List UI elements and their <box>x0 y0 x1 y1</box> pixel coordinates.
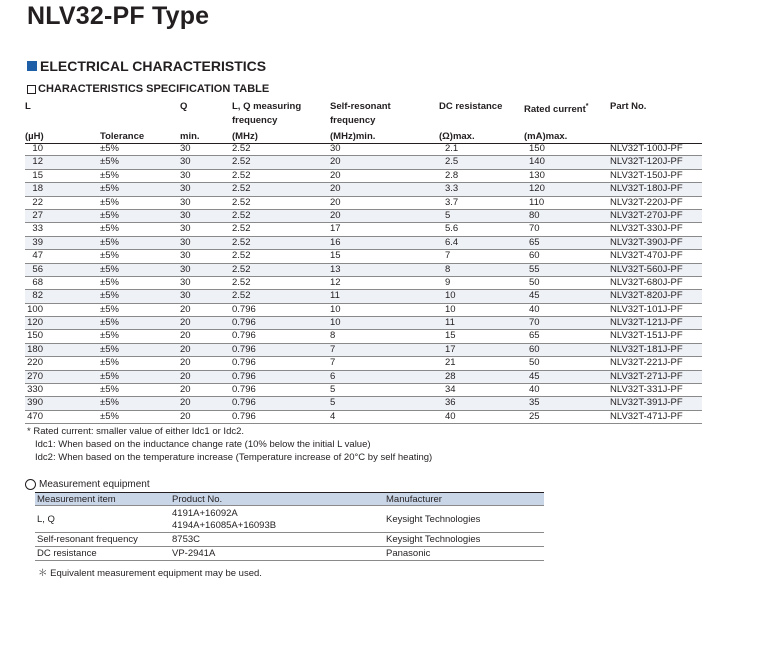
cell-q-min: 20 <box>180 317 191 329</box>
table-row <box>25 170 702 183</box>
cell-tolerance: ±5% <box>100 143 119 154</box>
equipment-product: 4194A+16085A+16093B <box>172 520 277 531</box>
cell-self-resonant-frequency: 12 <box>330 276 341 288</box>
header-dc-unit: (Ω)max. <box>439 131 475 142</box>
cell-self-resonant-frequency: 8 <box>330 330 336 342</box>
cell-self-resonant-frequency: 15 <box>330 250 341 262</box>
cell-self-resonant-frequency: 4 <box>330 410 336 422</box>
cell-rated-current: 40 <box>529 384 540 396</box>
cell-self-resonant-frequency: 16 <box>330 236 341 248</box>
page-title: NLV32-PF Type <box>27 2 210 30</box>
cell-dc-resistance: 10 <box>445 303 456 315</box>
cell-q-min: 30 <box>180 250 191 262</box>
cell-self-resonant-frequency: 13 <box>330 263 341 275</box>
cell-self-resonant-frequency: 20 <box>330 196 341 208</box>
equipment-header-manufacturer: Manufacturer <box>386 494 442 505</box>
header-rc-unit: (mA)max. <box>524 131 568 142</box>
cell-tolerance: ±5% <box>100 156 119 168</box>
equipment-header-product: Product No. <box>172 494 223 505</box>
cell-part-no: NLV32T-471J-PF <box>610 410 683 422</box>
equipment-row-srf <box>35 533 544 547</box>
cell-q-min: 20 <box>180 303 191 315</box>
header-rc-mark: * <box>585 103 589 110</box>
header-sr-2: frequency <box>330 115 376 126</box>
square-bullet-icon <box>27 61 37 71</box>
section-heading-text: ELECTRICAL CHARACTERISTICS <box>40 58 267 74</box>
cell-inductance: 390 <box>27 397 43 409</box>
cell-inductance: 12 <box>32 156 43 168</box>
equipment-table-header <box>35 492 544 506</box>
cell-part-no: NLV32T-151J-PF <box>610 330 683 342</box>
cell-dc-resistance: 3.7 <box>445 196 459 208</box>
cell-tolerance: ±5% <box>100 397 119 409</box>
note-idc2: Idc2: When based on the temperature increase (Temperature increase of 20°C by self heating) <box>35 452 433 463</box>
table-row <box>25 411 702 424</box>
equipment-row-lq <box>35 506 544 533</box>
cell-tolerance: ±5% <box>100 330 119 342</box>
table-row <box>25 223 702 236</box>
cell-q-min: 20 <box>180 410 191 422</box>
subsection-heading <box>27 83 269 95</box>
cell-measuring-frequency: 2.52 <box>232 209 251 221</box>
cell-inductance: 15 <box>32 169 43 181</box>
cell-q-min: 30 <box>180 223 191 235</box>
header-rc <box>524 100 589 116</box>
cell-dc-resistance: 28 <box>445 370 456 382</box>
cell-q-min: 30 <box>180 290 191 302</box>
table-row <box>25 344 702 357</box>
cell-part-no: NLV32T-180J-PF <box>610 183 683 195</box>
table-row <box>25 277 702 290</box>
cell-q-min: 30 <box>180 209 191 221</box>
equipment-header-item: Measurement item <box>37 494 116 505</box>
cell-part-no: NLV32T-101J-PF <box>610 303 683 315</box>
cell-rated-current: 35 <box>529 397 540 409</box>
table-row <box>25 197 702 210</box>
table-row <box>25 156 702 169</box>
cell-dc-resistance: 2.5 <box>445 156 459 168</box>
cell-self-resonant-frequency: 10 <box>330 303 341 315</box>
cell-measuring-frequency: 0.796 <box>232 410 256 422</box>
cell-rated-current: 65 <box>529 330 540 342</box>
cell-rated-current: 60 <box>529 250 540 262</box>
spec-table-body <box>25 143 702 424</box>
cell-measuring-frequency: 2.52 <box>232 236 251 248</box>
note-rated-current: * Rated current: smaller value of either Idc1 or Idc2. <box>27 426 245 437</box>
cell-q-min: 20 <box>180 370 191 382</box>
cell-part-no: NLV32T-680J-PF <box>610 276 683 288</box>
open-square-bullet-icon <box>27 85 36 94</box>
cell-dc-resistance: 15 <box>445 330 456 342</box>
cell-self-resonant-frequency: 20 <box>330 183 341 195</box>
cell-rated-current: 70 <box>529 317 540 329</box>
cell-self-resonant-frequency: 20 <box>330 169 341 181</box>
cell-tolerance: ±5% <box>100 410 119 422</box>
table-row <box>25 330 702 343</box>
cell-rated-current: 45 <box>529 290 540 302</box>
table-row <box>25 210 702 223</box>
cell-tolerance: ±5% <box>100 209 119 221</box>
cell-self-resonant-frequency: 5 <box>330 384 336 396</box>
cell-measuring-frequency: 0.796 <box>232 370 256 382</box>
cell-measuring-frequency: 0.796 <box>232 357 256 369</box>
cell-tolerance: ±5% <box>100 236 119 248</box>
cell-dc-resistance: 5.6 <box>445 223 459 235</box>
cell-measuring-frequency: 0.796 <box>232 343 256 355</box>
cell-inductance: 100 <box>27 303 43 315</box>
cell-measuring-frequency: 0.796 <box>232 303 256 315</box>
cell-q-min: 20 <box>180 343 191 355</box>
cell-part-no: NLV32T-820J-PF <box>610 290 683 302</box>
header-rc-text: Rated current <box>524 104 586 116</box>
cell-measuring-frequency: 2.52 <box>232 290 251 302</box>
cell-q-min: 30 <box>180 263 191 275</box>
cell-rated-current: 50 <box>529 357 540 369</box>
cell-part-no: NLV32T-181J-PF <box>610 343 683 355</box>
table-row <box>25 290 702 303</box>
cell-dc-resistance: 6.4 <box>445 236 459 248</box>
cell-inductance: 82 <box>32 290 43 302</box>
cell-inductance: 150 <box>27 330 43 342</box>
cell-dc-resistance: 34 <box>445 384 456 396</box>
cell-rated-current: 45 <box>529 370 540 382</box>
table-row <box>25 250 702 263</box>
cell-rated-current: 70 <box>529 223 540 235</box>
cell-dc-resistance: 5 <box>445 209 451 221</box>
cell-dc-resistance: 10 <box>445 290 456 302</box>
header-sr-unit: (MHz)min. <box>330 131 376 142</box>
circle-bullet-icon <box>25 479 36 490</box>
cell-part-no: NLV32T-120J-PF <box>610 156 683 168</box>
cell-q-min: 30 <box>180 183 191 195</box>
cell-rated-current: 80 <box>529 209 540 221</box>
cell-part-no: NLV32T-560J-PF <box>610 263 683 275</box>
note-idc1: Idc1: When based on the inductance change rate (10% below the initial L value) <box>35 439 371 450</box>
cell-self-resonant-frequency: 6 <box>330 370 336 382</box>
cell-measuring-frequency: 2.52 <box>232 263 251 275</box>
cell-inductance: 120 <box>27 317 43 329</box>
subsection-heading-text: CHARACTERISTICS SPECIFICATION TABLE <box>38 83 270 95</box>
cell-tolerance: ±5% <box>100 196 119 208</box>
cell-part-no: NLV32T-270J-PF <box>610 209 683 221</box>
equipment-manufacturer: Keysight Technologies <box>386 534 481 545</box>
cell-tolerance: ±5% <box>100 317 119 329</box>
header-sr-1: Self-resonant <box>330 101 391 112</box>
table-row <box>25 357 702 370</box>
cell-inductance: 22 <box>32 196 43 208</box>
cell-q-min: 20 <box>180 384 191 396</box>
table-row <box>25 304 702 317</box>
cell-rated-current: 150 <box>529 143 545 154</box>
header-q-min: min. <box>180 131 200 142</box>
cell-measuring-frequency: 0.796 <box>232 384 256 396</box>
cell-q-min: 20 <box>180 397 191 409</box>
header-freq-unit: (MHz) <box>232 131 258 142</box>
cell-q-min: 30 <box>180 143 191 154</box>
cell-dc-resistance: 8 <box>445 263 451 275</box>
cell-self-resonant-frequency: 7 <box>330 357 336 369</box>
cell-self-resonant-frequency: 17 <box>330 223 341 235</box>
table-header <box>25 100 702 144</box>
cell-self-resonant-frequency: 5 <box>330 397 336 409</box>
cell-self-resonant-frequency: 7 <box>330 343 336 355</box>
cell-measuring-frequency: 2.52 <box>232 183 251 195</box>
cell-rated-current: 120 <box>529 183 545 195</box>
equipment-table <box>35 492 544 561</box>
cell-part-no: NLV32T-221J-PF <box>610 357 683 369</box>
cell-dc-resistance: 21 <box>445 357 456 369</box>
cell-measuring-frequency: 0.796 <box>232 330 256 342</box>
header-tolerance: Tolerance <box>100 131 145 142</box>
table-row <box>25 264 702 277</box>
cell-rated-current: 50 <box>529 276 540 288</box>
equipment-product: 4191A+16092A <box>172 508 238 519</box>
cell-rated-current: 40 <box>529 303 540 315</box>
cell-dc-resistance: 9 <box>445 276 451 288</box>
equipment-note: ＊ Equivalent measurement equipment may be used. <box>38 568 262 579</box>
cell-inductance: 270 <box>27 370 43 382</box>
cell-inductance: 18 <box>32 183 43 195</box>
cell-rated-current: 55 <box>529 263 540 275</box>
header-freq-1: L, Q measuring <box>232 101 302 112</box>
cell-measuring-frequency: 2.52 <box>232 196 251 208</box>
cell-rated-current: 25 <box>529 410 540 422</box>
equipment-product: VP-2941A <box>172 548 216 559</box>
cell-measuring-frequency: 2.52 <box>232 156 251 168</box>
cell-measuring-frequency: 2.52 <box>232 169 251 181</box>
cell-rated-current: 130 <box>529 169 545 181</box>
cell-self-resonant-frequency: 30 <box>330 143 341 154</box>
cell-dc-resistance: 36 <box>445 397 456 409</box>
cell-part-no: NLV32T-391J-PF <box>610 397 683 409</box>
header-dc: DC resistance <box>439 101 503 112</box>
cell-q-min: 30 <box>180 276 191 288</box>
cell-rated-current: 60 <box>529 343 540 355</box>
cell-part-no: NLV32T-100J-PF <box>610 143 683 154</box>
cell-part-no: NLV32T-390J-PF <box>610 236 683 248</box>
cell-tolerance: ±5% <box>100 263 119 275</box>
cell-measuring-frequency: 0.796 <box>232 317 256 329</box>
cell-dc-resistance: 7 <box>445 250 451 262</box>
cell-dc-resistance: 3.3 <box>445 183 459 195</box>
section-heading <box>27 58 266 74</box>
cell-dc-resistance: 40 <box>445 410 456 422</box>
header-freq-2: frequency <box>232 115 278 126</box>
cell-rated-current: 140 <box>529 156 545 168</box>
cell-part-no: NLV32T-121J-PF <box>610 317 683 329</box>
cell-part-no: NLV32T-220J-PF <box>610 196 683 208</box>
cell-tolerance: ±5% <box>100 357 119 369</box>
cell-part-no: NLV32T-150J-PF <box>610 169 683 181</box>
cell-tolerance: ±5% <box>100 223 119 235</box>
cell-inductance: 220 <box>27 357 43 369</box>
cell-q-min: 30 <box>180 236 191 248</box>
cell-dc-resistance: 17 <box>445 343 456 355</box>
cell-tolerance: ±5% <box>100 183 119 195</box>
cell-tolerance: ±5% <box>100 169 119 181</box>
cell-q-min: 30 <box>180 156 191 168</box>
cell-q-min: 20 <box>180 357 191 369</box>
cell-dc-resistance: 11 <box>445 317 455 329</box>
equipment-heading-text: Measurement equipment <box>39 479 150 490</box>
cell-self-resonant-frequency: 20 <box>330 156 341 168</box>
cell-inductance: 68 <box>32 276 43 288</box>
cell-part-no: NLV32T-331J-PF <box>610 384 683 396</box>
cell-q-min: 30 <box>180 169 191 181</box>
cell-part-no: NLV32T-271J-PF <box>610 370 683 382</box>
cell-measuring-frequency: 2.52 <box>232 276 251 288</box>
equipment-item: L, Q <box>37 514 55 525</box>
cell-tolerance: ±5% <box>100 290 119 302</box>
cell-self-resonant-frequency: 10 <box>330 317 341 329</box>
equipment-item: DC resistance <box>37 548 97 559</box>
cell-inductance: 330 <box>27 384 43 396</box>
cell-rated-current: 110 <box>529 196 545 208</box>
table-row <box>25 397 702 410</box>
equipment-row-dcr <box>35 547 544 561</box>
cell-dc-resistance: 2.1 <box>445 143 459 154</box>
equipment-manufacturer: Panasonic <box>386 548 431 559</box>
header-q: Q <box>180 101 188 112</box>
equipment-heading <box>25 479 150 490</box>
cell-q-min: 30 <box>180 196 191 208</box>
cell-inductance: 56 <box>32 263 43 275</box>
cell-inductance: 180 <box>27 343 43 355</box>
cell-tolerance: ±5% <box>100 370 119 382</box>
cell-measuring-frequency: 2.52 <box>232 143 251 154</box>
header-l: L <box>25 101 31 112</box>
cell-rated-current: 65 <box>529 236 540 248</box>
cell-inductance: 33 <box>32 223 43 235</box>
equipment-item: Self-resonant frequency <box>37 534 138 545</box>
cell-self-resonant-frequency: 11 <box>330 290 340 302</box>
cell-dc-resistance: 2.8 <box>445 169 459 181</box>
cell-tolerance: ±5% <box>100 276 119 288</box>
cell-tolerance: ±5% <box>100 303 119 315</box>
cell-measuring-frequency: 2.52 <box>232 250 251 262</box>
equipment-manufacturer: Keysight Technologies <box>386 514 481 525</box>
cell-tolerance: ±5% <box>100 384 119 396</box>
header-l-unit: (µH) <box>25 131 44 142</box>
table-row <box>25 371 702 384</box>
cell-tolerance: ±5% <box>100 343 119 355</box>
table-row <box>25 183 702 196</box>
cell-inductance: 10 <box>32 143 43 154</box>
cell-inductance: 27 <box>32 209 43 221</box>
table-row <box>25 384 702 397</box>
cell-part-no: NLV32T-470J-PF <box>610 250 683 262</box>
cell-tolerance: ±5% <box>100 250 119 262</box>
cell-inductance: 39 <box>32 236 43 248</box>
cell-q-min: 20 <box>180 330 191 342</box>
equipment-product: 8753C <box>172 534 200 545</box>
cell-inductance: 47 <box>32 250 43 262</box>
header-part-no: Part No. <box>610 101 647 112</box>
table-row <box>25 237 702 250</box>
cell-measuring-frequency: 0.796 <box>232 397 256 409</box>
cell-inductance: 470 <box>27 410 43 422</box>
cell-self-resonant-frequency: 20 <box>330 209 341 221</box>
table-row <box>25 317 702 330</box>
table-row <box>25 143 702 156</box>
cell-measuring-frequency: 2.52 <box>232 223 251 235</box>
cell-part-no: NLV32T-330J-PF <box>610 223 683 235</box>
